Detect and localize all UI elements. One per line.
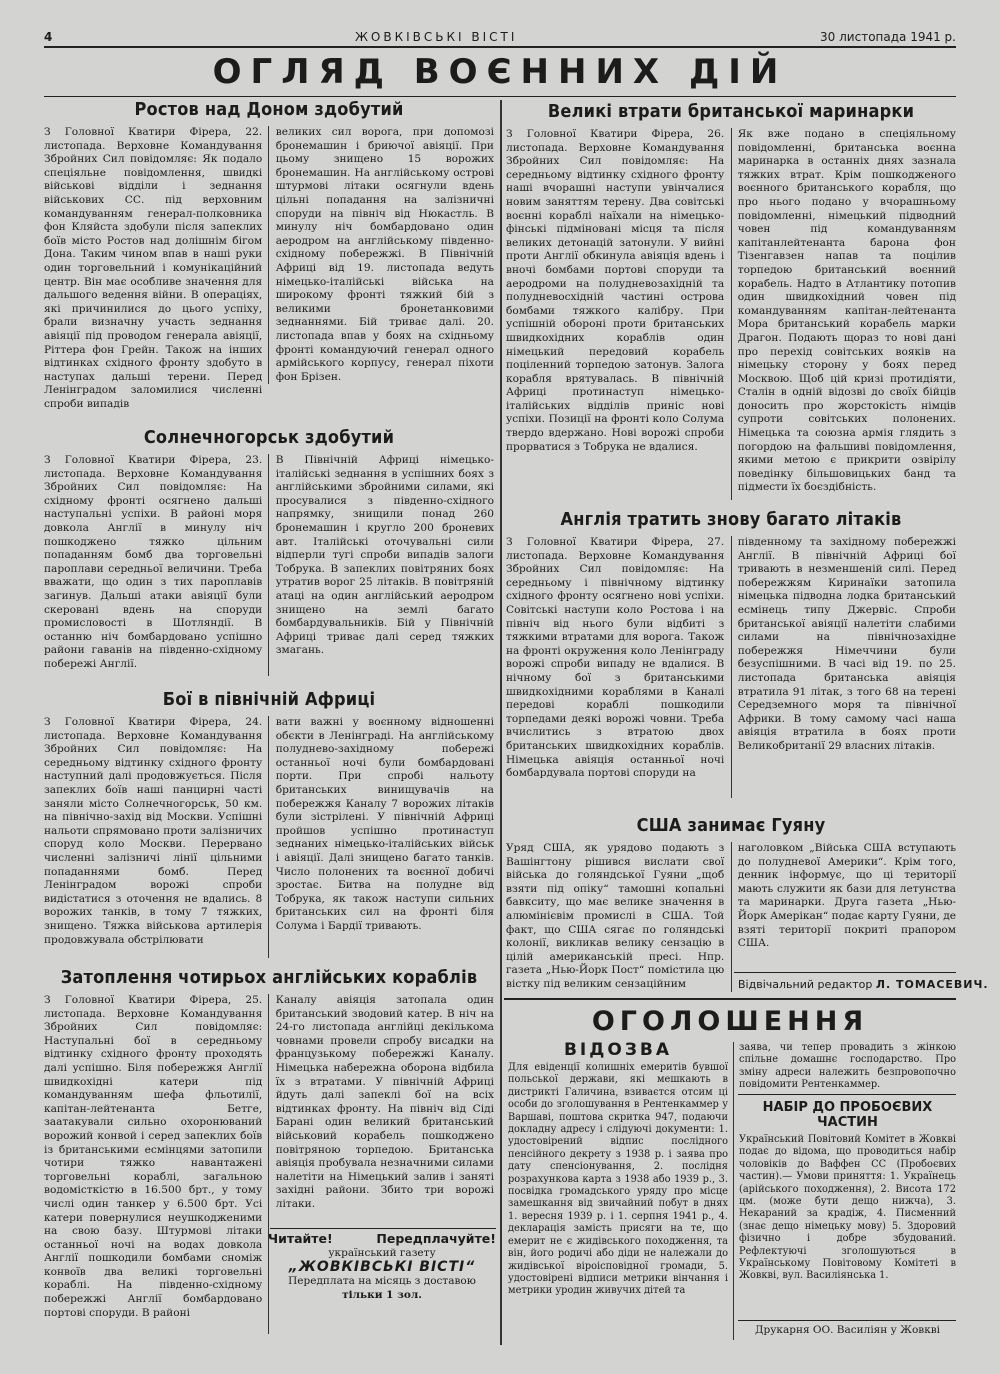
promo-price: тільки 1 зол. xyxy=(342,1289,422,1301)
page-number: 4 xyxy=(44,30,53,44)
article-text-left: З Головної Кватири Фірера, 23. листопада. Верховне Командування Збройних Сил повідомляє: На східному фронті осягнено дальші наступальні успіхи. В районі моря довкола Англії в минулу ніч пошкоджено тяжко цільним попаданням бомб два торговельні пароплави середньої величини. Треба вважати, що один з тих пароплавів загинув. Дальші атаки авіяції були скеровані вдень на споруди промисловості в Шотляндії. В останню ніч бомбардовано успішно райони гаванів на південно-східному побережі Англії. xyxy=(44,454,263,670)
article-text-right: вати важні у воєнному відношенні обєкти в Ленінграді. На англійському полуднево-західному побережі останньої ночі були бомбардовані порти. При спробі нальоту британських винищувачів на побережжя Каналу 7 ворожих літаків були зістрілені. У північній Африці пройшов успішно протинаступ зеднаних німецько-італійських військ і авіяції. Далі знищено багато танків. Число полонених та воєнної добичі зростає. Битва на полудне від Тобрука, як також наступи сильних британських сил на фронті біля Солума і Бардії тривають. xyxy=(275,716,494,932)
article-title: Ростов над Доном здобутий xyxy=(134,99,404,120)
recruit-rule xyxy=(738,1094,956,1095)
masthead xyxy=(44,22,956,44)
promo-rule xyxy=(270,1228,496,1229)
appeal-text-continued: заява, чи тепер провадить з жінкою спільне домашнє господарство. Про зміну адреси належить безпровопочно повідомити Рентенкаммер. xyxy=(739,1042,956,1091)
promo-subscribe: Передплачуйте! xyxy=(376,1231,496,1246)
appeal-heading: ВІДОЗВА xyxy=(563,1040,673,1060)
banner-rule xyxy=(44,96,956,97)
col-rule xyxy=(268,454,269,676)
article-text-left: З Головної Кватири Фірера, 25. листопада. Верховне Командування Збройних Сил повідомляє: Наступальні бої в середньому відтинку східного фронту проходять далі успішно. Біля побережжя Англії швидкохідні катери під командуванням шефа фльотилії, капітан-лейтенанта Бетге, заатакували сильно охоронюваний ворожий конвой і серед запеклих боїв із британськими есмінцями затопили чотири тяжко навантажені торговельні кораблі, загальною водомісткістю в 16.500 брт., у тому числі один танкер у 6.500 брт. Усі катери повернулися неушкодженими на свою базу. Штурмові літаки останньої ночі на водах довкола Англії пошкодили бомбами сноміж конвоїв два великі торговельні кораблі. На південно-східному побережжі Англії бомбардовано портові споруди. В районі xyxy=(44,994,263,1319)
col-rule xyxy=(731,842,732,992)
article-title: Великі втрати британської маринарки xyxy=(547,101,915,122)
ads-heading: ОГОЛОШЕННЯ xyxy=(591,1006,869,1037)
article-title: Англія тратить знову багато літаків xyxy=(560,509,902,530)
printer-rule xyxy=(738,1320,956,1321)
page-banner: ОГЛЯД ВОЄННИХ ДІЙ xyxy=(212,52,788,92)
article-text-left: З Головної Кватири Фірера, 27. листопада. Верховне Командування Збройних Сил повідомляє: На середньому і північному відтинку східного фронту осягнено нові успіхи. Совітські наступи коло Ростова і на північ від нього були відбиті з тяжкими втратами для ворога. Також на фронті окруження коло Ленінграду ворожі спроби випаду не вдалися. В нічному бої з британськими швидкохідними кораблями в Каналі передові кораблі пошкодили торпедами деякі ворожі човни. Треба вчислитись з втратою двох британських швидкохідних кораблів. Німецька авіяція останньої ночі бомбардувала портові споруди на xyxy=(506,536,725,780)
promo-read: Читайте! xyxy=(268,1231,333,1246)
article-solnechnogorsk xyxy=(44,428,494,676)
article-title: Бої в північній Африці xyxy=(162,689,376,710)
editor-signoff xyxy=(738,978,989,991)
paper-name: ЖОВКІВСЬКІ ВІСТІ xyxy=(355,30,518,44)
article-text-right: В Північній Африці німецько-італійські зеднання в успішних боях з англійськими збройними силами, які просувалися з південно-східного напрямку, знищили понад 260 бронемашин і кругло 200 броневих авт. Італійські оточувальні сили відперли тугі спроби випадів залоги Тобрука. В запеклих повітряних боях утратив ворог 25 літаків. В повітряній атаці на один англійський аеродром знищено на землі багато бомбардувальників. Бій у Північній Африці триває далі серед тяжких змагань. xyxy=(275,454,494,657)
article-north-africa xyxy=(44,690,494,958)
article-rostov xyxy=(44,99,494,410)
recruitment-heading: НАБІР ДО ПРОБОЄВИХ ЧАСТИН xyxy=(762,1100,933,1130)
article-text-left: З Головної Кватири Фірера, 24. листопада. Верховне Командування Збройних Сил повідомляє: На середньому відтинку східного фронту наступний далі продовжується. Після запеклих боїв наші панцирні часті заняли місто Солнечногорськ, 50 км. на північно-захід від Москви. Успішні нальоти спрямовано проти залізничих споруд коло Москви. Перервано численні залізничі лінії цільними попаданнями бомб. Перед Ленінградом ворожі спроби видістатися з оточення не вдались. 8 ворожих танків, в тому 7 тяжких, знищено. Тяжка військова артилерія продовжувала обстрілювати xyxy=(44,716,263,946)
article-text-right: Каналу авіяція затопала один британський зводовий катер. В ніч на 24-го листопада англійці декількома човнами провели спробу висадки на французькому побережжі Каналу. Німецька набережна оборона відбила їх з втратами. У північній Африці йдуть далі запеклі бої на всіх відтинках фронту. На північ від Сіді Барані один великий британський військовий корабель пошкоджено повітряною торпедою. Британська авіяція пробувала незначними силами налетіти на Німецький залив і заняті західні райони. Збито три ворожі літаки. xyxy=(275,994,494,1210)
article-text-left: З Головної Кватири Фірера, 22. листопада. Верховне Командування Збройних Сил повідомляє: Як подало спеціяльне повідомлення, швидкі військові відділи і зеднання військових СС. під верховним командуванням генерал-полковника фон Кляйста здобули після запеклих боїв місто Ростов над долішнім бігом Дона. Таким чином впав в наші руки один торговельний і комунікаційний центр. Він має особливе значення для дальшого ведення війни. В операціях, які причинилися до цього успіху, брали визначну участь зеднання авіяції під проводом генерала авіяції, Ріттера фон Грейн. Також на інших відтинках східного фронту здобуто в наступах дальші терени. Перед Ленінградом заломилися численні спроби випадів xyxy=(44,126,263,410)
article-text-left: Уряд США, як урядово подають з Вашінгтону рішився вислати свої війська до голяндської Гуяни „щоб взяти під опіку“ тамошні копальні бавкситу, що має велике значення в алюмінієвім промислі в США. Той факт, що США сягає по голяндські колонії, викликав велику сензацію в цілій американській пресі. Нпр. газета „Нью-Йорк Пост“ помістила цю вістку під великим сензаційним xyxy=(506,842,725,990)
appeal-text: Для евіденції колишніх емеритів бувшої польської держави, які мешкають в дистрикті Галичина, взиваєтся отсим ці особи до зголошування в Рентенкаммер у Варшаві, поштова скритка 947, подаючи докладну адресу і слідуючі документи: 1. удостовірений відпис послідного пенсійного декрету з 1938 р. і заява про дату спенсіонування, 2. послідня розрахункова карта з 1938 або 1939 р., 3. посвідка громадського уряду про місце замешкання від звичайний побут в днях 1. вересня 1939 р. і 1. серпня 1941 р., 4. декларація замість присяги на те, що емерит не є жидівського походження, та він, його родичі або діди не належали до жидівської віроісповідної громади, 5. удостовірені відписи метрики вінчання і метрики уродин живучих дітей та xyxy=(508,1062,728,1297)
subscription-promo xyxy=(268,1232,496,1302)
col-rule xyxy=(733,1042,734,1340)
promo-price-line: Передплата на місяць з доставою xyxy=(288,1275,476,1287)
col-rule xyxy=(731,536,732,798)
ads-rule xyxy=(504,998,956,1000)
editor-label: Відвічальний редактор xyxy=(738,978,873,991)
editor-name: Л. ТОМАСЕВИЧ. xyxy=(875,978,989,991)
col-rule xyxy=(268,126,269,384)
recruitment-ad xyxy=(739,1100,956,1324)
masthead-rule xyxy=(44,46,956,48)
col-rule xyxy=(268,716,269,958)
editor-rule xyxy=(734,972,956,973)
article-text-left: З Головної Кватири Фірера, 26. листопада. Верховне Командування Збройних Сил повідомляє: На середньому відтинку східного фронту наші вчорашні наступи увінчалися новим заняттям терену. Два совітські воєнні кораблі наїхали на німецько-фінські підміновані місця та після великих детонацій затонули. У вийні проти Англії обкинула авіяція вдень і вночі бомбами портові споруди та аеродроми на полудневозахідній та полудневосхідній частині острова бомбами тяжкого калібру. При успішній обороні проти британських швидкохідних кораблів один німецький передовий корабель поціленний торпедою затонув. Залога корабля врятувалась. В північній Африці протинаступ німецько-італійських відділів приніс нові успіхи. Позиції на фронті коло Солума твердо вдержано. Нові ворожі спроби прорватися з Тобрука не вдалися. xyxy=(506,128,725,453)
article-title: США занимає Гуяну xyxy=(636,815,826,836)
article-text-right: великих сил ворога, при допомозі бронемашин і бриючої авіяції. При цьому знищено 15 ворожих бронемашин. На англійському острові штурмові літаки осягнули вдень цільні попадання на залізничні споруди на північ від Нюкастль. В минулу ніч бомбардовано один аеродром на англійському південно-східному побережжі. В Північній Африці від 19. листопада ведуть німецько-італійські війська на широкому фронті тяжкий бій з великими бронетанковими зеднаннями. Бій триває далі. 20. листопада впав у боях на східньому фронті командуючий генерал одного армійського корпусу, генерал піхоти фон Брізен. xyxy=(275,126,494,383)
promo-line: український газету xyxy=(328,1247,436,1259)
column-divider xyxy=(500,100,502,1345)
col-rule xyxy=(731,128,732,500)
article-title: Солнечногорськ здобутий xyxy=(143,427,395,448)
article-title: Затоплення чотирьох англійських кораблів xyxy=(60,967,478,988)
promo-paper-name: „ЖОВКІВСЬКІ ВІСТІ“ xyxy=(288,1259,476,1275)
article-text-right: Як вже подано в спеціяльному повідомленні, британська воєнна маринарка в останніх днях зазнала тяжких втрат. Крім пошкодженого воєнного британського корабля, що про нього подано у вчорашньому повідомленні, німецький підводний човен під командуванням капітанлейтенанта барона фон Тізенгавзен напав та поцілив торпедою британський воєнний корабель. Надто в Атлантику потопив один швидкохідний човен під командуванням капітан-лейтенанта Мора британський корабель марки Драгон. Подають щораз то нові дані про перехід совітських вояків на німецьку сторону у боях перед Москвою. Щоб цій кризі протидіяти, Сталін в одній відозві до своїх бійців доносить про жорстокість німців супроти совітських полонених. Німецька та союзна армія глядить з погордою на фальшиві повідомлення, якими метою є прикрити озвірілу поведінку більшовицьких банд та підмести їх боєздібність. xyxy=(737,128,956,494)
article-text-right: наголовком „Війська США вступають до полудневої Америки“. Крім того, денник інформує, що ці території мають служити як бази для летунства та маринарки. Друга газета „Нью-Йорк Амерікан“ подає карту Гуяни, де взяті території покриті прапором США. xyxy=(737,842,956,950)
issue-date: 30 листопада 1941 р. xyxy=(820,30,956,44)
article-text-right: південному та західному побережжі Англії. В північній Африці бої тривають в незменшеній силі. Перед побережжям Киринаїки затопила німецька підводна лодка британський есмінець типу Джервіс. Спроби британської авіяції налетіти слабими силами на північнозахідне побережжя Німеччини були безуспішними. В часі від 19. по 25. листопада британська авіяція втратила 91 літак, з того 68 на терені Середземного моря та північної Африки. В тому самому часі наша авіяція втратила в боях проти Великобританії 29 власних літаків. xyxy=(737,536,956,752)
printer-imprint: Друкарня ОО. Василіян у Жовкві xyxy=(754,1324,941,1336)
recruitment-text: Український Повітовий Комітет в Жовкві подає до відома, що проводиться набір чоловіків до Ваффен СС (Пробоєвих частин).— Умови приняття: 1. Українець (арійського походження), 2. Висота 172 цм. (може бути дещо нижча), 3. Некараний за крадіж, 4. Писменний (знає дещо німецьку мову) 5. Здоровий фізично і добре збудований. Рефлектуючі зголошуються в Українському Повітовому Комітеті в Жовкві, вул. Василіянська 1. xyxy=(739,1134,956,1282)
